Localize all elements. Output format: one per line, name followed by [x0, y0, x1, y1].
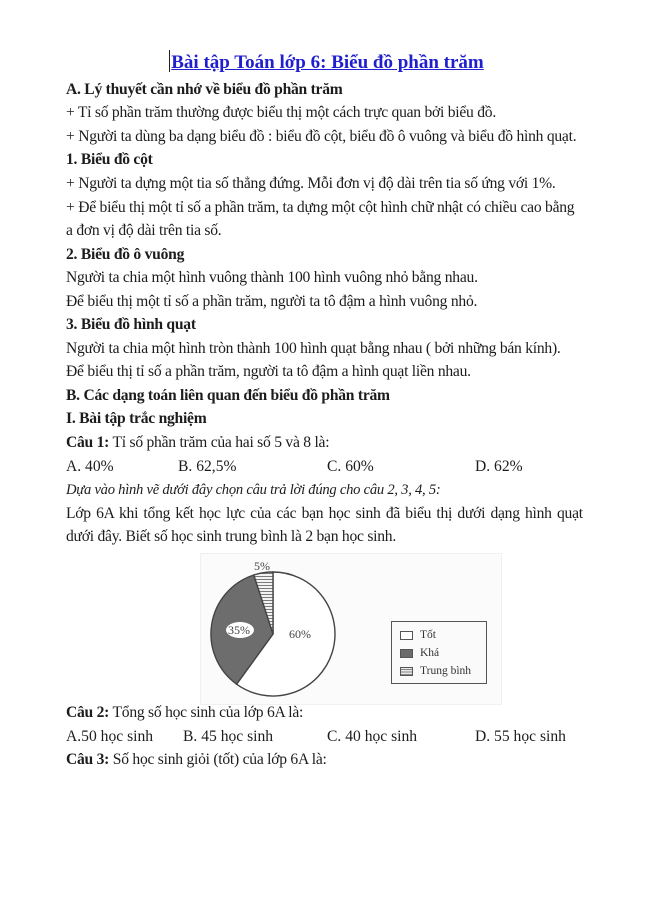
- legend-label: Trung bình: [420, 665, 472, 677]
- paragraph-line: + Để biểu thị một tỉ số a phần trăm, ta dựng một cột hình chữ nhật có chiều cao bằng: [66, 199, 575, 216]
- q1-option-b: B. 62,5%: [178, 458, 237, 475]
- paragraph-line: a đơn vị độ dài trên tia số.: [66, 222, 222, 239]
- heading-pie-chart: 3. Biểu đồ hình quạt: [66, 316, 196, 333]
- title-text: Bài tập Toán lớp 6: Biểu đồ phần trăm: [171, 52, 484, 73]
- q2-option-b: B. 45 học sinh: [183, 728, 274, 745]
- paragraph-line: + Người ta dựng một tia số thẳng đứng. Mỗi đơn vị độ dài trên tia số ứng với 1%.: [66, 175, 556, 192]
- heading-section-a: A. Lý thuyết cần nhớ về biểu đồ phần trăm: [66, 81, 343, 98]
- legend-label: Khá: [420, 647, 440, 659]
- q2-option-a: A.50 học sinh: [66, 728, 154, 745]
- legend-swatch-striped-icon: [400, 667, 413, 676]
- question-label: Câu 2:: [66, 704, 110, 721]
- paragraph-line: + Tỉ số phần trăm thường được biểu thị một cách trực quan bởi biểu đồ.: [66, 104, 496, 121]
- q1-option-c: C. 60%: [327, 458, 374, 475]
- instruction-text: Dựa vào hình vẽ dưới đây chọn câu trả lời đúng cho câu 2, 3, 4, 5:: [66, 482, 441, 498]
- q2-option-d: D. 55 học sinh: [475, 728, 566, 745]
- question-text: Tỉ số phần trăm của hai số 5 và 8 là:: [109, 434, 330, 451]
- question-label: Câu 1:: [66, 434, 110, 451]
- pie-label-60: 60%: [289, 627, 311, 641]
- question-text: Tổng số học sinh của lớp 6A là:: [109, 704, 304, 721]
- chart-legend: [391, 621, 487, 684]
- paragraph-line: Người ta chia một hình tròn thành 100 hình quạt bằng nhau ( bởi những bán kính).: [66, 340, 561, 357]
- paragraph-line: Để biểu thị một tỉ số a phần trăm, người ta tô đậm a hình vuông nhỏ.: [66, 293, 478, 310]
- context-line: dưới đây. Biết số học sinh trung bình là 2 bạn học sinh.: [66, 528, 396, 545]
- q2-option-c: C. 40 học sinh: [327, 728, 418, 745]
- heading-section-b: B. Các dạng toán liên quan đến biểu đồ phần trăm: [66, 387, 390, 404]
- context-line: Lớp 6A khi tổng kết học lực của các bạn học sinh đã biểu thị dưới dạng hình quạt: [66, 505, 583, 522]
- paragraph-line: + Người ta dùng ba dạng biểu đồ : biểu đồ cột, biểu đồ ô vuông và biểu đồ hình quạt.: [66, 128, 577, 145]
- question-2: [66, 703, 303, 723]
- legend-swatch-white-icon: [400, 631, 413, 640]
- question-label: Câu 3:: [66, 751, 110, 768]
- legend-label: Tốt: [420, 629, 436, 641]
- legend-item-trung-binh: [400, 664, 471, 678]
- heading-bar-chart: 1. Biểu đồ cột: [66, 151, 153, 168]
- heading-square-chart: 2. Biểu đồ ô vuông: [66, 246, 185, 263]
- q1-option-d: D. 62%: [475, 458, 523, 475]
- paragraph-line: Người ta chia một hình vuông thành 100 hình vuông nhỏ bằng nhau.: [66, 269, 478, 286]
- pie-label-5: 5%: [254, 559, 270, 573]
- pie-label-35: 35%: [228, 623, 250, 637]
- q1-option-a: A. 40%: [66, 458, 114, 475]
- paragraph-line: Để biểu thị tỉ số a phần trăm, người ta tô đậm a hình quạt liền nhau.: [66, 363, 471, 380]
- legend-swatch-dark-icon: [400, 649, 413, 658]
- legend-item-tot: [400, 628, 436, 642]
- heading-multiple-choice: I. Bài tập trắc nghiệm: [66, 410, 207, 427]
- question-text: Số học sinh giỏi (tốt) của lớp 6A là:: [109, 751, 327, 768]
- legend-item-kha: [400, 646, 439, 660]
- question-3: [66, 750, 327, 770]
